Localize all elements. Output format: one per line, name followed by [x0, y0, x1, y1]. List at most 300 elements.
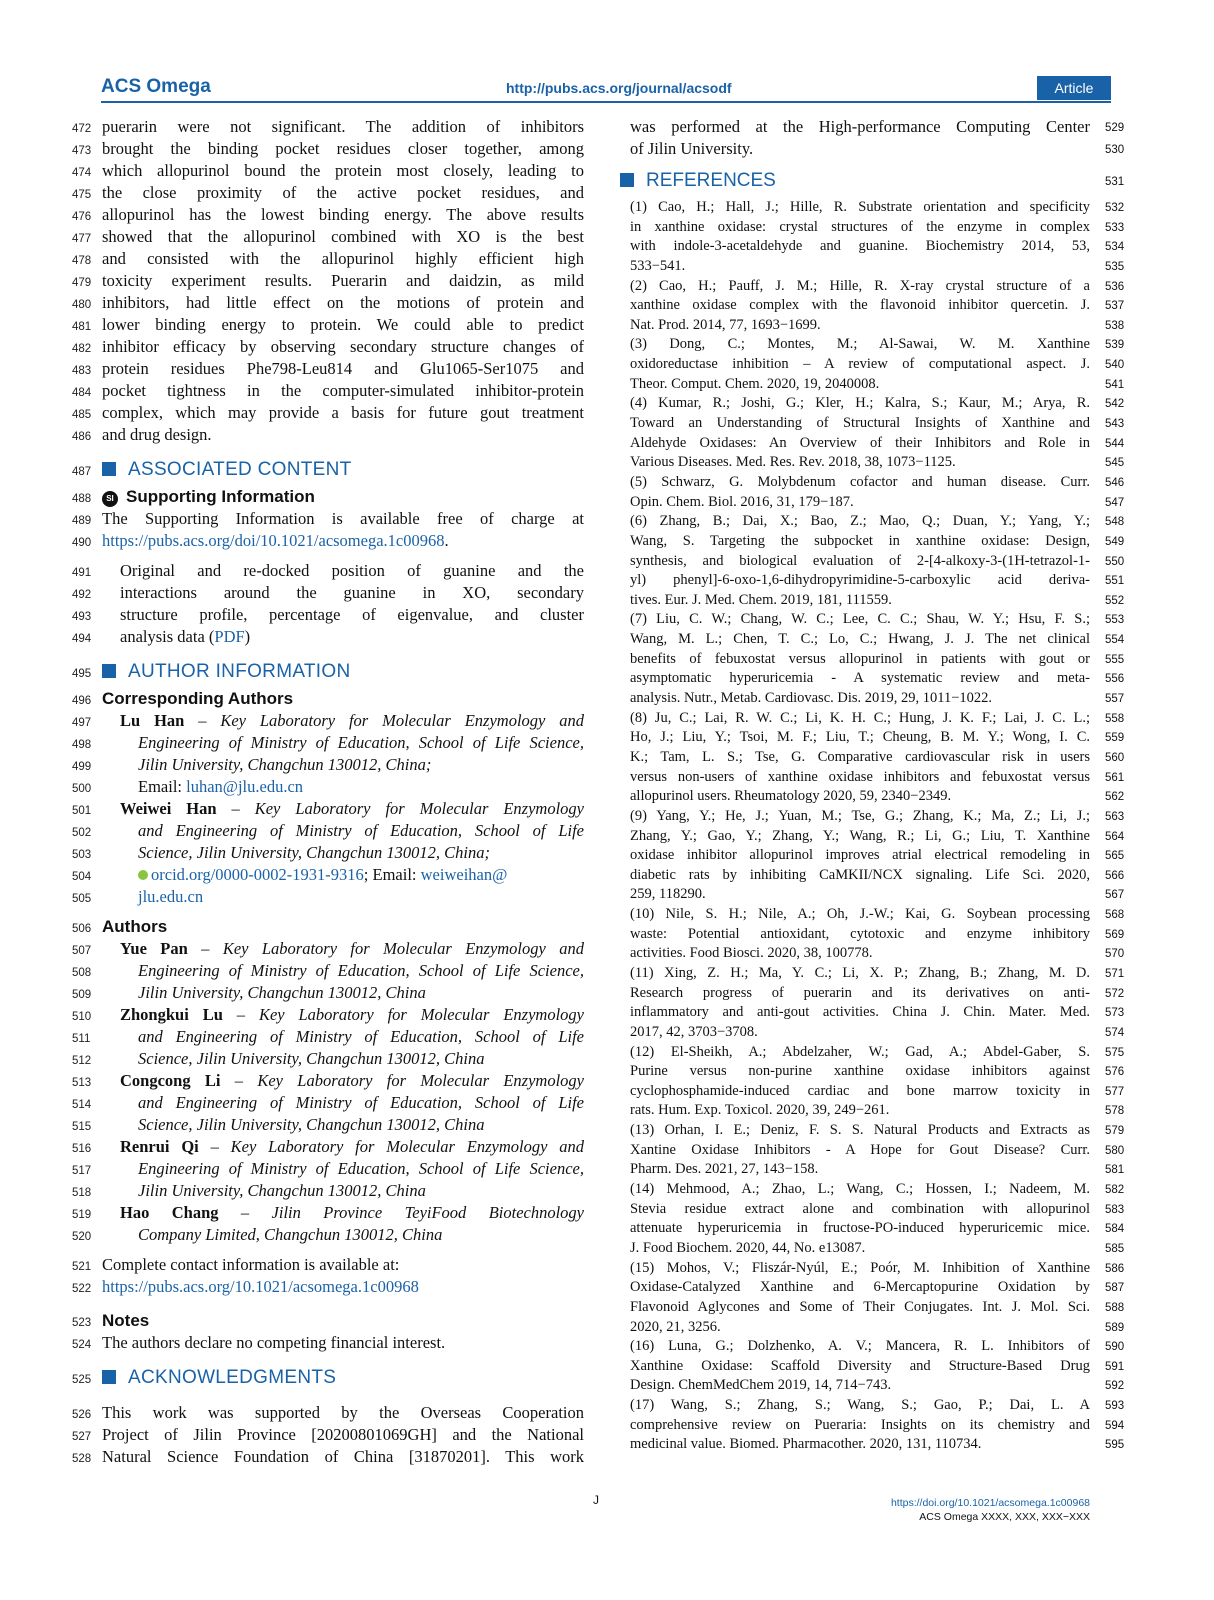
line-text: was performed at the High-performance Computing Center — [630, 117, 1090, 136]
line-number: 497 — [72, 717, 92, 729]
reference-text: Zhang, Y.; Gao, Y.; Zhang, Y.; Wang, R.; Li, G.; Liu, T. Xanthine — [630, 827, 1090, 844]
line-text — [138, 864, 584, 886]
journal-url[interactable]: http://pubs.acs.org/journal/acsodf — [506, 80, 732, 96]
line-number: 550 — [1105, 555, 1125, 568]
section-heading-text — [620, 170, 776, 192]
author-name: Renrui Qi — [120, 1137, 199, 1156]
line-number: 536 — [1105, 280, 1125, 293]
reference-line — [630, 198, 1140, 218]
line-text: The Supporting Information is available free of charge at — [102, 509, 584, 528]
paragraph-line — [72, 314, 584, 336]
reference-text: (2) Cao, H.; Pauff, J. M.; Hille, R. X-ray crystal structure of a — [630, 277, 1090, 294]
reference-text: 533−541. — [630, 257, 686, 274]
line-number: 590 — [1105, 1341, 1125, 1354]
author-name: Yue Pan — [120, 939, 188, 958]
subheading-text — [102, 688, 293, 710]
line-number: 567 — [1105, 889, 1125, 902]
line-number: 563 — [1105, 810, 1125, 823]
subheading-text — [102, 1310, 149, 1332]
reference-line — [630, 944, 1140, 964]
line-text: puerarin were not significant. The addition of inhibitors — [102, 117, 584, 136]
reference-line — [630, 610, 1140, 630]
reference-line — [630, 571, 1140, 591]
reference-text: Ho, J.; Liu, Y.; Tsoi, M. F.; Liu, T.; Cheung, B. M. Y.; Wong, I. C. — [630, 729, 1090, 746]
line-text: Project of Jilin Province [20200801069GH] and the National — [102, 1425, 584, 1444]
supporting-info-icon: SI — [102, 491, 118, 507]
reference-text: (7) Liu, C. W.; Chang, W. C.; Lee, C. C.; Shau, W. Y.; Hsu, F. S.; — [630, 611, 1090, 628]
line-number: 541 — [1105, 378, 1125, 391]
author-name: Zhongkui Lu — [120, 1005, 223, 1024]
line-number: 562 — [1105, 791, 1125, 804]
section-square-icon — [620, 173, 634, 187]
paragraph-line — [72, 358, 584, 380]
reference-line — [630, 827, 1140, 847]
paragraph-line — [72, 182, 584, 204]
paragraph-line — [72, 160, 584, 182]
reference-text: activities. Food Biosci. 2020, 38, 100778. — [630, 945, 873, 962]
line-number: 546 — [1105, 476, 1125, 489]
line-number: 491 — [72, 567, 92, 579]
paragraph-line — [72, 116, 584, 138]
line-text: Science, Jilin University, Changchun 130012, China — [138, 1115, 485, 1134]
reference-text: Theor. Comput. Chem. 2020, 19, 2040008. — [630, 375, 880, 392]
line-number: 513 — [72, 1077, 92, 1089]
affiliation-line — [72, 960, 584, 982]
reference-line — [630, 1003, 1140, 1023]
reference-text: rats. Hum. Exp. Toxicol. 2020, 39, 249−261. — [630, 1102, 890, 1119]
affiliation-line — [72, 820, 584, 842]
reference-line — [630, 1357, 1140, 1377]
reference-line — [630, 1141, 1140, 1161]
spacer — [72, 1298, 584, 1310]
reference-text: (16) Luna, G.; Dolzhenko, A. V.; Mancera, R. L. Inhibitors of — [630, 1338, 1090, 1355]
reference-text: asymptomatic hyperuricemia - A systematic review and meta- — [630, 670, 1090, 687]
line-text: and Engineering of Ministry of Education, School of Life — [138, 1093, 584, 1112]
line-number: 529 — [1105, 122, 1125, 134]
reference-line — [630, 1219, 1140, 1239]
line-number: 524 — [72, 1339, 92, 1351]
line-text: protein residues Phe798-Leu814 and Glu1065-Ser1075 and — [102, 359, 584, 378]
line-number: 523 — [72, 1317, 92, 1329]
line-text: allopurinol has the lowest binding energy. The above results — [102, 205, 584, 224]
reference-text: (10) Nile, S. H.; Nile, A.; Oh, J.-W.; Kai, G. Soybean processing — [630, 906, 1090, 923]
line-text: Jilin University, Changchun 130012, China; — [138, 755, 432, 774]
author-affiliation: – Jilin Province TeyiFood Biotechnology — [218, 1203, 584, 1222]
line-text — [102, 530, 584, 552]
line-number: 507 — [72, 945, 92, 957]
line-number: 591 — [1105, 1360, 1125, 1373]
section-heading-label: ASSOCIATED CONTENT — [128, 459, 352, 480]
author-text — [120, 710, 584, 732]
line-number: 588 — [1105, 1301, 1125, 1314]
reference-text: (3) Dong, C.; Montes, M.; Al-Sawai, W. M. Xanthine — [630, 336, 1090, 353]
contact-link[interactable]: https://pubs.acs.org/10.1021/acsomega.1c00968 — [102, 1277, 419, 1296]
line-number: 480 — [72, 299, 92, 311]
reference-line — [630, 552, 1140, 572]
reference-text: Xantine Oxidase Inhibitors - A Hope for Gout Disease? Curr. — [630, 1141, 1090, 1158]
reference-text: Wang, M. L.; Chen, T. C.; Lo, C.; Hwang, J. J. The net clinical — [630, 631, 1090, 648]
line-number: 572 — [1105, 987, 1125, 1000]
article-badge: Article — [1037, 76, 1111, 100]
line-number: 564 — [1105, 830, 1125, 843]
footer-doi-link[interactable]: https://doi.org/10.1021/acsomega.1c00968 — [890, 1497, 1090, 1509]
email-label: Email: — [138, 777, 187, 796]
line-number: 531 — [1105, 176, 1125, 188]
line-number: 527 — [72, 1431, 92, 1443]
reference-line — [630, 728, 1140, 748]
email-line — [72, 776, 584, 798]
line-number: 595 — [1105, 1439, 1125, 1452]
line-text: Science, Jilin University, Changchun 130012, China; — [138, 843, 490, 862]
reference-text: (1) Cao, H.; Hall, J.; Hille, R. Substrate orientation and specificity — [630, 199, 1090, 215]
author-line — [72, 1136, 584, 1158]
reference-text: (5) Schwarz, G. Molybdenum cofactor and human disease. Curr. — [630, 473, 1090, 490]
line-text: Jilin University, Changchun 130012, China — [138, 1181, 426, 1200]
reference-text: Nat. Prod. 2014, 77, 1693−1699. — [630, 316, 821, 333]
section-heading-label: AUTHOR INFORMATION — [128, 661, 351, 682]
header-rule — [101, 101, 1111, 103]
line-text: and drug design. — [102, 425, 212, 444]
line-text: brought the binding pocket residues closer together, among — [102, 139, 584, 158]
reference-line — [630, 335, 1140, 355]
author-name: Hao Chang — [120, 1203, 219, 1222]
paragraph-line — [72, 1424, 584, 1446]
reference-text: (17) Wang, S.; Zhang, S.; Wang, S.; Gao, P.; Dai, L. A — [630, 1397, 1090, 1414]
right-column — [630, 116, 1140, 1455]
reference-text: Design. ChemMedChem 2019, 14, 714−743. — [630, 1377, 892, 1394]
spacer — [72, 908, 584, 916]
line-number: 575 — [1105, 1046, 1125, 1059]
spacer — [72, 446, 584, 458]
reference-line — [630, 1278, 1140, 1298]
line-number: 525 — [72, 1374, 92, 1386]
subheading-label: Supporting Information — [126, 487, 315, 506]
line-number: 585 — [1105, 1242, 1125, 1255]
line-number: 594 — [1105, 1419, 1125, 1432]
reference-line — [630, 650, 1140, 670]
reference-line — [630, 964, 1140, 984]
reference-text: benefits of febuxostat versus allopurinol in patients with gout or — [630, 650, 1090, 667]
orcid-link[interactable]: orcid.org/0000-0002-1931-9316 — [151, 865, 364, 884]
reference-line — [630, 866, 1140, 886]
affiliation-line — [72, 1048, 584, 1070]
line-number: 555 — [1105, 653, 1125, 666]
line-text: structure profile, percentage of eigenvalue, and cluster — [120, 605, 584, 624]
journal-title: ACS Omega — [101, 76, 211, 97]
references-heading — [630, 160, 1140, 198]
line-text: inhibitor efficacy by observing secondary structure changes of — [102, 337, 584, 356]
line-number: 489 — [72, 515, 92, 527]
supporting-info-link[interactable]: https://pubs.acs.org/doi/10.1021/acsomega.1c00968 — [102, 531, 445, 550]
line-text: toxicity experiment results. Puerarin and daidzin, as mild — [102, 271, 584, 290]
line-number: 510 — [72, 1011, 92, 1023]
punctuation: ) — [244, 627, 251, 646]
reference-text: (8) Ju, C.; Lai, R. W. C.; Li, K. H. C.; Hung, J. K. F.; Lai, J. C. L.; — [630, 709, 1090, 726]
reference-text: inflammatory and anti-gout activities. China J. Chin. Mater. Med. — [630, 1004, 1090, 1021]
reference-text: waste: Potential antioxidant, cytotoxic and enzyme inhibitory — [630, 925, 1090, 942]
si-description-line — [72, 560, 584, 582]
line-text: and Engineering of Ministry of Education, School of Life — [138, 1027, 584, 1046]
reference-text: Wang, S. Targeting the subpocket in xanthine oxidase: Design, — [630, 532, 1090, 549]
reference-text: Aldehyde Oxidases: An Overview of their Inhibitors and Role in — [630, 434, 1090, 451]
subheading-text — [102, 486, 315, 508]
line-number: 547 — [1105, 496, 1125, 509]
line-number: 554 — [1105, 634, 1125, 647]
line-number: 551 — [1105, 575, 1125, 588]
line-number: 521 — [72, 1261, 92, 1273]
spacer — [72, 648, 584, 660]
reference-text: Flavonoid Aglycones and Some of Their Conjugates. Int. J. Mol. Sci. — [630, 1298, 1090, 1315]
line-number: 571 — [1105, 967, 1125, 980]
pdf-link[interactable]: PDF — [214, 627, 245, 646]
line-number: 505 — [72, 893, 92, 905]
section-heading-label: REFERENCES — [646, 170, 776, 191]
contact-link-line — [72, 1276, 584, 1298]
line-number: 475 — [72, 189, 92, 201]
author-affiliation: – Key Laboratory for Molecular Enzymology and — [187, 939, 584, 958]
line-text: lower binding energy to protein. We could able to predict — [102, 315, 584, 334]
corresponding-authors-heading — [72, 688, 584, 710]
author-line — [72, 1202, 584, 1224]
reference-line — [630, 1160, 1140, 1180]
email-link[interactable]: weiweihan@ — [420, 865, 508, 884]
reference-text: attenuate hyperuricemia in fructose-PO-induced hyperuricemic mice. — [630, 1220, 1090, 1237]
reference-line — [630, 1062, 1140, 1082]
line-number: 586 — [1105, 1262, 1125, 1275]
line-text: The authors declare no competing financial interest. — [102, 1333, 446, 1352]
reference-line — [630, 1396, 1140, 1416]
line-number: 490 — [72, 537, 92, 549]
line-text — [138, 776, 584, 798]
reference-line — [630, 1435, 1140, 1455]
affiliation-line — [72, 982, 584, 1004]
line-text: pocket tightness in the computer-simulated inhibitor-protein — [102, 381, 584, 400]
spacer — [72, 1354, 584, 1366]
section-square-icon — [102, 664, 116, 678]
line-number: 476 — [72, 211, 92, 223]
reference-line — [630, 237, 1140, 257]
reference-line — [630, 1180, 1140, 1200]
supporting-info-heading — [72, 486, 584, 508]
spacer — [72, 552, 584, 560]
line-number: 512 — [72, 1055, 92, 1067]
email-line — [72, 886, 584, 908]
reference-text: with indole-3-acetaldehyde and guanine. Biochemistry 2014, 53, — [630, 238, 1090, 255]
line-number: 517 — [72, 1165, 92, 1177]
reference-text: Opin. Chem. Biol. 2016, 31, 179−187. — [630, 493, 854, 510]
section-heading-text — [102, 661, 350, 683]
reference-line — [630, 925, 1140, 945]
reference-line — [630, 394, 1140, 414]
reference-line — [630, 1416, 1140, 1436]
line-number: 522 — [72, 1283, 92, 1295]
line-text-part: analysis data ( — [120, 627, 215, 646]
line-number: 515 — [72, 1121, 92, 1133]
reference-text: Xanthine Oxidase: Scaffold Diversity and Structure-Based Drug — [630, 1357, 1090, 1374]
paragraph-line — [72, 270, 584, 292]
line-text: Engineering of Ministry of Education, School of Life Science, — [138, 1159, 584, 1178]
paragraph-line — [72, 204, 584, 226]
author-affiliation: – Key Laboratory for Molecular Enzymology and — [184, 711, 584, 730]
line-number: 583 — [1105, 1203, 1125, 1216]
line-number: 518 — [72, 1187, 92, 1199]
paragraph-line — [630, 116, 1140, 138]
reference-line — [630, 1337, 1140, 1357]
reference-line — [630, 532, 1140, 552]
reference-line — [630, 414, 1140, 434]
reference-text: 2017, 42, 3703−3708. — [630, 1023, 758, 1040]
line-text: the close proximity of the active pocket residues, and — [102, 183, 584, 202]
line-number: 498 — [72, 739, 92, 751]
reference-line — [630, 1239, 1140, 1259]
author-name: Lu Han — [120, 711, 185, 730]
line-text: inhibitors, had little effect on the motions of protein and — [102, 293, 584, 312]
line-number: 501 — [72, 805, 92, 817]
line-number: 539 — [1105, 339, 1125, 352]
affiliation-line — [72, 1180, 584, 1202]
line-number: 477 — [72, 233, 92, 245]
section-heading-text — [102, 459, 352, 481]
author-line — [72, 1004, 584, 1026]
line-number: 579 — [1105, 1125, 1125, 1138]
line-number: 592 — [1105, 1380, 1125, 1393]
reference-line — [630, 846, 1140, 866]
left-column — [72, 116, 584, 1468]
reference-text: medicinal value. Biomed. Pharmacother. 2020, 131, 110734. — [630, 1436, 982, 1453]
reference-line — [630, 512, 1140, 532]
line-text: Jilin University, Changchun 130012, China — [138, 983, 426, 1002]
line-text — [120, 626, 584, 648]
author-name: Weiwei Han — [120, 799, 217, 818]
reference-line — [630, 434, 1140, 454]
paragraph-line — [72, 292, 584, 314]
si-description-line — [72, 582, 584, 604]
line-number: 538 — [1105, 319, 1125, 332]
line-number: 548 — [1105, 516, 1125, 529]
reference-text: xanthine oxidase complex with the flavonoid inhibitor quercetin. J. — [630, 297, 1090, 314]
reference-line — [630, 296, 1140, 316]
reference-text: in xanthine oxidase: crystal structures of the enzyme in complex — [630, 218, 1090, 235]
reference-line — [630, 1101, 1140, 1121]
reference-line — [630, 1318, 1140, 1338]
reference-line — [630, 1082, 1140, 1102]
paragraph-line — [72, 1446, 584, 1468]
reference-line — [630, 355, 1140, 375]
email-link[interactable]: luhan@jlu.edu.cn — [186, 777, 304, 796]
line-number: 472 — [72, 123, 92, 135]
reference-text: allopurinol users. Rheumatology 2020, 59, 2340−2349. — [630, 788, 952, 805]
line-number: 560 — [1105, 751, 1125, 764]
spacer — [72, 1246, 584, 1254]
line-number: 495 — [72, 668, 92, 680]
author-text — [120, 798, 584, 820]
section-square-icon — [102, 462, 116, 476]
line-number: 511 — [72, 1033, 91, 1045]
line-number: 584 — [1105, 1223, 1125, 1236]
line-number: 561 — [1105, 771, 1125, 784]
line-number: 526 — [72, 1409, 92, 1421]
line-text: Engineering of Ministry of Education, School of Life Science, — [138, 733, 584, 752]
acknowledgments-heading — [72, 1366, 584, 1394]
subheading-text — [102, 916, 167, 938]
line-number: 568 — [1105, 909, 1125, 922]
affiliation-line — [72, 1114, 584, 1136]
line-text: and consisted with the allopurinol highly efficient high — [102, 249, 584, 268]
line-number: 520 — [72, 1231, 92, 1243]
line-number: 542 — [1105, 398, 1125, 411]
si-link-line — [72, 530, 584, 552]
reference-text: cyclophosphamide-induced cardiac and bone marrow toxicity in — [630, 1082, 1090, 1099]
paragraph-line — [72, 1254, 584, 1276]
line-number: 552 — [1105, 594, 1125, 607]
author-text — [120, 938, 584, 960]
line-number: 500 — [72, 783, 92, 795]
line-number: 499 — [72, 761, 92, 773]
email-link[interactable]: jlu.edu.cn — [138, 887, 204, 906]
line-text: of Jilin University. — [630, 139, 754, 158]
line-number: 530 — [1105, 144, 1125, 156]
reference-text: J. Food Biochem. 2020, 44, No. e13087. — [630, 1239, 866, 1256]
line-number: 576 — [1105, 1066, 1125, 1079]
line-number: 479 — [72, 277, 92, 289]
line-number: 487 — [72, 466, 92, 478]
line-number: 508 — [72, 967, 92, 979]
reference-line — [630, 591, 1140, 611]
author-text — [120, 1004, 584, 1026]
line-number: 502 — [72, 827, 92, 839]
line-text: Original and re-docked position of guanine and the — [120, 561, 584, 580]
line-text: Engineering of Ministry of Education, School of Life Science, — [138, 961, 584, 980]
reference-line — [630, 689, 1140, 709]
reference-text: tives. Eur. J. Med. Chem. 2019, 181, 111559. — [630, 591, 892, 608]
line-number: 506 — [72, 923, 92, 935]
notes-heading — [72, 1310, 584, 1332]
reference-line — [630, 453, 1140, 473]
line-number: 570 — [1105, 948, 1125, 961]
paragraph-line — [72, 1332, 584, 1354]
reference-text: 2020, 21, 3256. — [630, 1318, 721, 1335]
page-number: J — [593, 1493, 599, 1507]
paragraph-line — [72, 1402, 584, 1424]
subheading-label: Notes — [102, 1311, 150, 1330]
affiliation-line — [72, 1224, 584, 1246]
line-text: complex, which may provide a basis for future gout treatment — [102, 403, 584, 422]
paragraph-line — [72, 402, 584, 424]
reference-text: versus non-users of xanthine oxidase inhibitors and febuxostat versus — [630, 768, 1090, 785]
reference-line — [630, 1259, 1140, 1279]
reference-text: Pharm. Des. 2021, 27, 143−158. — [630, 1161, 819, 1178]
reference-line — [630, 885, 1140, 905]
line-number: 533 — [1105, 221, 1125, 234]
paragraph-line — [72, 508, 584, 530]
line-number: 503 — [72, 849, 92, 861]
author-name: Congcong Li — [120, 1071, 221, 1090]
author-affiliation: – Key Laboratory for Molecular Enzymology — [222, 1005, 585, 1024]
reference-line — [630, 1023, 1140, 1043]
line-number: 549 — [1105, 535, 1125, 548]
author-line — [72, 710, 584, 732]
author-information-heading — [72, 660, 584, 688]
reference-text: (11) Xing, Z. H.; Ma, Y. C.; Li, X. P.; Zhang, B.; Zhang, M. D. — [630, 964, 1090, 981]
reference-line — [630, 277, 1140, 297]
line-number: 473 — [72, 145, 92, 157]
reference-text: (13) Orhan, I. E.; Deniz, F. S. S. Natural Products and Extracts as — [630, 1122, 1090, 1139]
reference-text: diabetic rats by inhibiting CaMKII/NCX signaling. Life Sci. 2020, — [630, 866, 1090, 883]
associated-content-heading — [72, 458, 584, 486]
reference-text: (9) Yang, Y.; He, J.; Yuan, M.; Tse, G.; Zhang, K.; Ma, Z.; Li, J.; — [630, 807, 1090, 824]
affiliation-line — [72, 754, 584, 776]
paragraph-line — [72, 424, 584, 446]
